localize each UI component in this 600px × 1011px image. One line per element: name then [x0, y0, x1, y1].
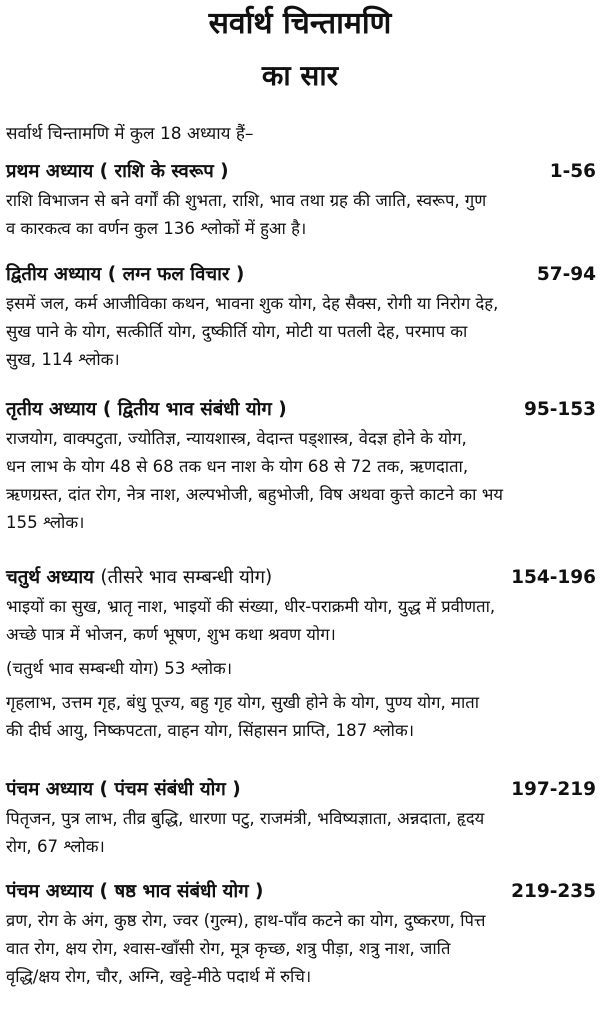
chapter-text-line: व कारकत्व का वर्णन कुल 136 श्लोकों में हुआ है। [6, 219, 307, 238]
chapter-text-line: ऋणग्रस्त, दांत रोग, नेत्र नाश, अल्पभोजी, बहुभोजी, विष अथवा कुत्ते काटने का भय [6, 485, 503, 504]
chapter-text-line: गृहलाभ, उत्तम गृह, बंधु पूज्य, बहु गृह योग, सुखी होने के योग, पुण्य योग, माता [6, 693, 480, 712]
chapter-text-line: राशि विभाजन से बने वर्गों की शुभता, राशि, भाव तथा ग्रह की जाति, स्वरूप, गुण [6, 191, 487, 210]
chapter-text-line: राजयोग, वाक्पटुता, ज्योतिज्ञ, न्यायशास्त्र, वेदान्त पड्शास्त्र, वेदज्ञ होने के योग, [6, 429, 467, 448]
chapter-verse-range: 197-219 [511, 779, 596, 800]
chapter-text-line: सुख पाने के योग, सत्कीर्ति योग, दुष्कीर्ति योग, मोटी या पतली देह, परमाप का [6, 322, 468, 341]
chapter-verse-range: 57-94 [536, 264, 596, 285]
chapter-text-line: सुख, 114 श्लोक। [6, 350, 120, 369]
chapter-heading-row [0, 563, 600, 593]
chapter-heading-sub: (तीसरे भाव सम्बन्धी योग) [100, 567, 273, 588]
chapter-section-4 [0, 563, 600, 745]
chapter-section-5 [0, 775, 600, 861]
page-subtitle: का सार [261, 59, 339, 92]
chapter-heading: पंचम अध्याय ( पंचम संबंधी योग ) [6, 779, 241, 800]
chapter-section-2 [0, 260, 600, 374]
chapter-text-line: वृद्धि/क्षय रोग, चौर, अग्नि, खट्टे-मीठे पदार्थ में रुचि। [6, 967, 312, 986]
chapter-text-line: अच्छे पात्र में भोजन, कर्ण भूषण, शुभ कथा श्रवण योग। [6, 625, 336, 644]
chapter-heading-row [0, 157, 600, 187]
chapter-text-line: 155 श्लोक। [6, 513, 85, 532]
chapter-heading: तृतीय अध्याय ( द्वितीय भाव संबंधी योग ) [6, 399, 287, 420]
page-title: सर्वार्थ चिन्तामणि [208, 6, 392, 41]
chapter-section-6 [0, 877, 600, 991]
chapter-section-3 [0, 395, 600, 537]
chapter-heading: पंचम अध्याय ( षष्ठ भाव संबंधी योग ) [6, 881, 264, 902]
chapter-heading [6, 563, 272, 593]
intro-text: सर्वार्थ चिन्तामणि में कुल 18 अध्याय हैं– [6, 124, 254, 144]
chapter-text-line: इसमें जल, कर्म आजीविका कथन, भावना शुक योग, देह सैक्स, रोगी या निरोग देह, [6, 294, 499, 313]
chapter-heading: प्रथम अध्याय ( राशि के स्वरूप ) [6, 161, 229, 182]
chapter-text-line: पितृजन, पुत्र लाभ, तीव्र बुद्धि, धारणा पटु, राजमंत्री, भविष्यज्ञाता, अन्नदाता, हृदय [6, 809, 485, 828]
chapter-text-line: धन लाभ के योग 48 से 68 तक धन नाश के योग 68 से 72 तक, ऋणदाता, [6, 457, 469, 476]
chapter-heading-row [0, 260, 600, 290]
chapter-verse-range: 154-196 [511, 567, 596, 588]
chapter-text-line: की दीर्घ आयु, निष्कपटता, वाहन योग, सिंहासन प्राप्ति, 187 श्लोक। [6, 721, 414, 740]
chapter-verse-range: 219-235 [511, 881, 596, 902]
chapter-text-line: भाइयों का सुख, भ्रातृ नाश, भाइयों की संख्या, धीर-पराक्रमी योग, युद्ध में प्रवीणता, [6, 597, 496, 616]
chapter-text-line: वात रोग, क्षय रोग, श्वास-खाँसी रोग, मूत्र कृच्छ, शत्रु पीड़ा, शत्रु नाश, जाति [6, 939, 451, 958]
chapter-heading-row [0, 395, 600, 425]
chapter-text-line: (चतुर्थ भाव सम्बन्धी योग) 53 श्लोक। [6, 659, 233, 678]
chapter-verse-range: 95-153 [523, 399, 596, 420]
chapter-verse-range: 1-56 [549, 161, 596, 182]
chapter-text-line: रोग, 67 श्लोक। [6, 837, 105, 856]
chapter-heading: द्वितीय अध्याय ( लग्न फल विचार ) [6, 264, 245, 285]
chapter-heading-row [0, 877, 600, 907]
chapter-section-1 [0, 157, 600, 243]
chapter-text-line: व्रण, रोग के अंग, कुष्ठ रोग, ज्वर (गुल्म), हाथ-पाँव कटने का योग, दुष्करण, पित्त [6, 911, 486, 930]
chapter-heading-row [0, 775, 600, 805]
chapter-heading-main: चतुर्थ अध्याय [6, 567, 94, 588]
